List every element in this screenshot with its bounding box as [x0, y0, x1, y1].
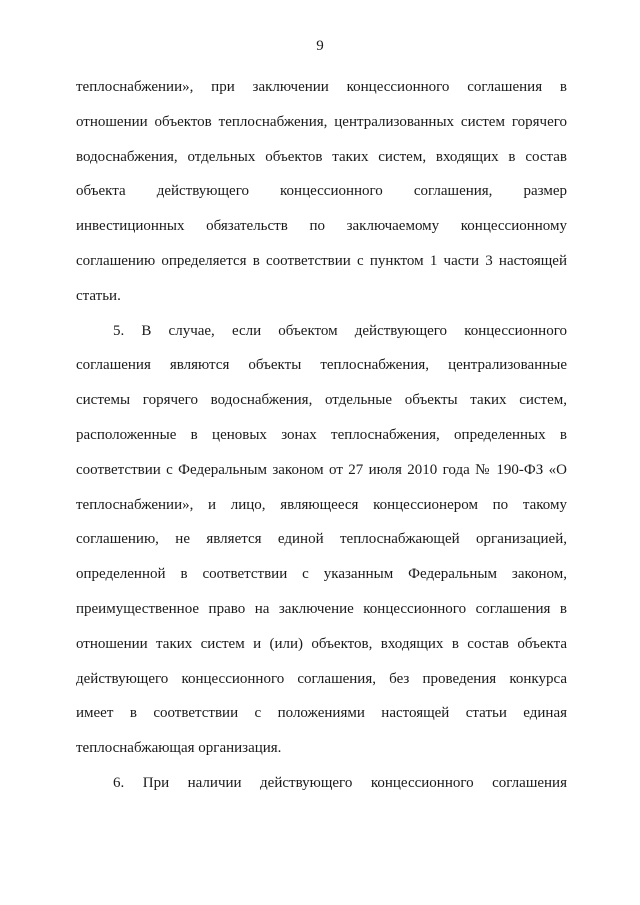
text-line: соответствии с Федеральным законом от 27 июля 2010 года № 190-ФЗ «О [76, 461, 567, 478]
text-line: расположенные в ценовых зонах теплоснабжения, определенных в [76, 426, 567, 443]
text-line: теплоснабжении», при заключении концессионного соглашения в [76, 79, 567, 95]
text-line: 6. При наличии действующего концессионного соглашения [113, 774, 567, 791]
text-line: статьи. [76, 287, 121, 304]
text-line: соглашения являются объекты теплоснабжения, централизованные [76, 357, 567, 374]
text-line: объекта действующего концессионного соглашения, размер [76, 183, 567, 200]
page-number: 9 [316, 38, 324, 54]
text-line: определенной в соответствии с указанным Федеральным законом, [76, 566, 567, 583]
text-line: действующего концессионного соглашения, без проведения конкурса [76, 670, 567, 687]
document-body [76, 70, 567, 801]
text-line: инвестиционных обязательств по заключаемому концессионному [76, 218, 567, 235]
text-line: 5. В случае, если объектом действующего концессионного [113, 322, 567, 339]
text-line: преимущественное право на заключение концессионного соглашения в [76, 600, 567, 617]
text-line: системы горячего водоснабжения, отдельные объекты таких систем, [76, 392, 567, 409]
text-line: соглашению, не является единой теплоснабжающей организацией, [76, 531, 567, 548]
text-line: отношении объектов теплоснабжения, централизованных систем горячего [76, 113, 567, 130]
text-line: теплоснабжающая организация. [76, 740, 282, 757]
text-line: соглашению определяется в соответствии с пунктом 1 части 3 настоящей [76, 252, 567, 269]
text-line: теплоснабжении», и лицо, являющееся концессионером по такому [76, 496, 567, 513]
text-line: водоснабжения, отдельных объектов таких систем, входящих в состав [76, 148, 567, 165]
text-line: отношении таких систем и (или) объектов, входящих в состав объекта [76, 635, 567, 652]
text-line: имеет в соответствии с положениями настоящей статьи единая [76, 705, 567, 722]
